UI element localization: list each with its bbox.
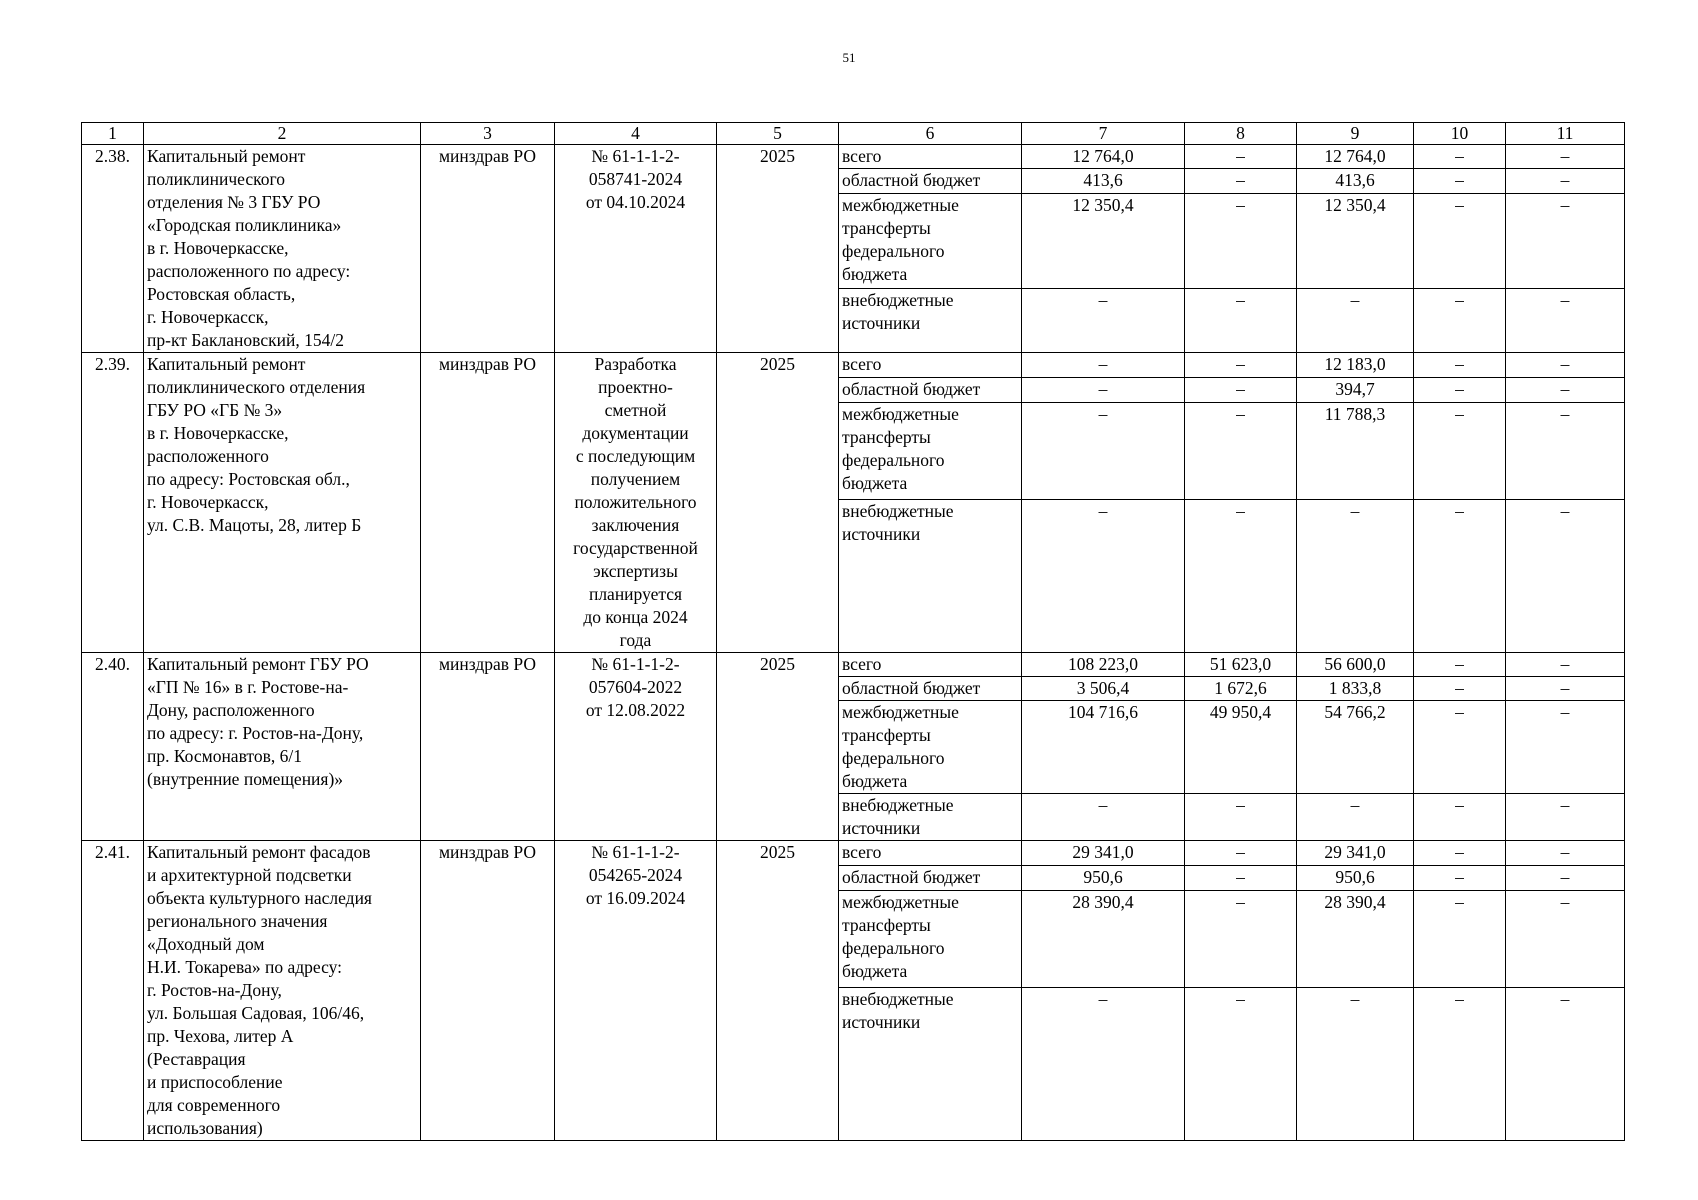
amount-cell: –: [1414, 866, 1506, 891]
column-number: 9: [1297, 123, 1414, 145]
funding-source: всего: [839, 145, 1022, 169]
amount-cell: –: [1414, 403, 1506, 500]
amount-cell: –: [1185, 403, 1297, 500]
funding-source: областной бюджет: [839, 169, 1022, 193]
amount-cell: 51 623,0: [1185, 653, 1297, 677]
funding-source: межбюджетные трансферты федерального бюджета: [839, 193, 1022, 288]
amount-cell: 3 506,4: [1022, 677, 1185, 701]
column-number: 3: [421, 123, 555, 145]
entry-row: [82, 841, 1625, 866]
funding-source: межбюджетные трансферты федерального бюджета: [839, 891, 1022, 988]
amount-cell: –: [1414, 841, 1506, 866]
amount-cell: –: [1414, 145, 1506, 169]
funding-source: областной бюджет: [839, 378, 1022, 403]
column-number: 6: [839, 123, 1022, 145]
object-name: Капитальный ремонт ГБУ РО «ГП № 16» в г. Ростове-на- Дону, расположенного по адресу: г. Ростов-на-Дону, пр. Космонавтов, 6/1 (внутренние помещения)»: [144, 653, 421, 841]
funding-source: внебюджетные источники: [839, 499, 1022, 652]
expertise-document: Разработка проектно- сметной документации с последующим получением положительного заключения государственной экспертизы планируется до конца 2024 года: [555, 353, 717, 653]
completion-year: 2025: [717, 841, 839, 1141]
amount-cell: –: [1022, 499, 1185, 652]
amount-cell: –: [1022, 794, 1185, 841]
amount-cell: –: [1506, 794, 1625, 841]
amount-cell: 54 766,2: [1297, 701, 1414, 794]
customer: минздрав РО: [421, 353, 555, 653]
amount-cell: –: [1506, 701, 1625, 794]
amount-cell: –: [1506, 653, 1625, 677]
amount-cell: –: [1185, 378, 1297, 403]
amount-cell: –: [1414, 677, 1506, 701]
amount-cell: –: [1506, 353, 1625, 378]
amount-cell: 1 833,8: [1297, 677, 1414, 701]
amount-cell: –: [1185, 169, 1297, 193]
amount-cell: 394,7: [1297, 378, 1414, 403]
entry-number: 2.38.: [82, 145, 144, 353]
funding-source: межбюджетные трансферты федерального бюджета: [839, 701, 1022, 794]
amount-cell: 12 764,0: [1022, 145, 1185, 169]
amount-cell: –: [1414, 891, 1506, 988]
funding-source: внебюджетные источники: [839, 794, 1022, 841]
amount-cell: –: [1185, 891, 1297, 988]
amount-cell: 12 350,4: [1297, 193, 1414, 288]
amount-cell: –: [1185, 866, 1297, 891]
column-number: 4: [555, 123, 717, 145]
amount-cell: 12 183,0: [1297, 353, 1414, 378]
amount-cell: –: [1297, 499, 1414, 652]
amount-cell: –: [1297, 794, 1414, 841]
entry-row: [82, 653, 1625, 677]
amount-cell: –: [1414, 169, 1506, 193]
object-name: Капитальный ремонт фасадов и архитектурной подсветки объекта культурного наследия регионального значения «Доходный дом Н.И. Токарева» по адресу: г. Ростов-на-Дону, ул. Большая Садовая, 106/46, пр. Чехова, литер А (Реставрация и приспособление для современного использования): [144, 841, 421, 1141]
customer: минздрав РО: [421, 841, 555, 1141]
amount-cell: –: [1506, 677, 1625, 701]
amount-cell: –: [1414, 987, 1506, 1140]
entry-row: [82, 353, 1625, 378]
amount-cell: –: [1185, 499, 1297, 652]
column-number: 10: [1414, 123, 1506, 145]
amount-cell: –: [1506, 288, 1625, 352]
entry-row: [82, 145, 1625, 169]
amount-cell: 56 600,0: [1297, 653, 1414, 677]
expertise-document: № 61-1-1-2- 054265-2024 от 16.09.2024: [555, 841, 717, 1141]
amount-cell: –: [1185, 193, 1297, 288]
amount-cell: –: [1185, 145, 1297, 169]
amount-cell: –: [1506, 499, 1625, 652]
amount-cell: 29 341,0: [1297, 841, 1414, 866]
customer: минздрав РО: [421, 653, 555, 841]
amount-cell: –: [1022, 403, 1185, 500]
column-number: 7: [1022, 123, 1185, 145]
amount-cell: –: [1506, 987, 1625, 1140]
amount-cell: –: [1414, 288, 1506, 352]
amount-cell: –: [1414, 653, 1506, 677]
amount-cell: 104 716,6: [1022, 701, 1185, 794]
object-name: Капитальный ремонт поликлинического отделения ГБУ РО «ГБ № 3» в г. Новочеркасске, расположенного по адресу: Ростовская обл., г. Новочеркасск, ул. С.В. Мацоты, 28, литер Б: [144, 353, 421, 653]
amount-cell: –: [1414, 499, 1506, 652]
funding-source: всего: [839, 653, 1022, 677]
column-number: 1: [82, 123, 144, 145]
amount-cell: –: [1022, 353, 1185, 378]
funding-source: всего: [839, 841, 1022, 866]
amount-cell: –: [1506, 145, 1625, 169]
amount-cell: –: [1185, 794, 1297, 841]
amount-cell: 413,6: [1297, 169, 1414, 193]
column-numbers-row: [82, 123, 1625, 145]
amount-cell: –: [1506, 378, 1625, 403]
completion-year: 2025: [717, 145, 839, 353]
funding-source: межбюджетные трансферты федерального бюджета: [839, 403, 1022, 500]
amount-cell: 12 764,0: [1297, 145, 1414, 169]
amount-cell: 11 788,3: [1297, 403, 1414, 500]
amount-cell: 950,6: [1022, 866, 1185, 891]
amount-cell: 950,6: [1297, 866, 1414, 891]
amount-cell: –: [1022, 987, 1185, 1140]
amount-cell: 49 950,4: [1185, 701, 1297, 794]
amount-cell: –: [1297, 288, 1414, 352]
amount-cell: –: [1022, 378, 1185, 403]
entry-number: 2.40.: [82, 653, 144, 841]
expertise-document: № 61-1-1-2- 057604-2022 от 12.08.2022: [555, 653, 717, 841]
amount-cell: –: [1506, 866, 1625, 891]
amount-cell: –: [1506, 403, 1625, 500]
amount-cell: –: [1506, 193, 1625, 288]
amount-cell: –: [1185, 841, 1297, 866]
column-number: 8: [1185, 123, 1297, 145]
column-number: 11: [1506, 123, 1625, 145]
amount-cell: –: [1185, 353, 1297, 378]
amount-cell: –: [1414, 701, 1506, 794]
amount-cell: 413,6: [1022, 169, 1185, 193]
entry-number: 2.39.: [82, 353, 144, 653]
amount-cell: 1 672,6: [1185, 677, 1297, 701]
amount-cell: –: [1414, 794, 1506, 841]
amount-cell: –: [1297, 987, 1414, 1140]
amount-cell: –: [1414, 193, 1506, 288]
completion-year: 2025: [717, 353, 839, 653]
funding-source: областной бюджет: [839, 677, 1022, 701]
amount-cell: –: [1414, 353, 1506, 378]
amount-cell: –: [1506, 841, 1625, 866]
column-number: 5: [717, 123, 839, 145]
amount-cell: 29 341,0: [1022, 841, 1185, 866]
customer: минздрав РО: [421, 145, 555, 353]
amount-cell: 28 390,4: [1022, 891, 1185, 988]
amount-cell: –: [1506, 169, 1625, 193]
amount-cell: 12 350,4: [1022, 193, 1185, 288]
amount-cell: –: [1506, 891, 1625, 988]
completion-year: 2025: [717, 653, 839, 841]
amount-cell: –: [1414, 378, 1506, 403]
funding-source: внебюджетные источники: [839, 987, 1022, 1140]
entry-number: 2.41.: [82, 841, 144, 1141]
funding-source: внебюджетные источники: [839, 288, 1022, 352]
amount-cell: –: [1022, 288, 1185, 352]
column-number: 2: [144, 123, 421, 145]
amount-cell: 28 390,4: [1297, 891, 1414, 988]
financing-table: [81, 122, 1625, 1141]
amount-cell: 108 223,0: [1022, 653, 1185, 677]
funding-source: всего: [839, 353, 1022, 378]
amount-cell: –: [1185, 987, 1297, 1140]
page-number: 51: [842, 50, 856, 65]
amount-cell: –: [1185, 288, 1297, 352]
expertise-document: № 61-1-1-2- 058741-2024 от 04.10.2024: [555, 145, 717, 353]
funding-source: областной бюджет: [839, 866, 1022, 891]
object-name: Капитальный ремонт поликлинического отделения № 3 ГБУ РО «Городская поликлиника» в г. Новочеркасске, расположенного по адресу: Ростовская область, г. Новочеркасск, пр-кт Баклановский, 154/2: [144, 145, 421, 353]
